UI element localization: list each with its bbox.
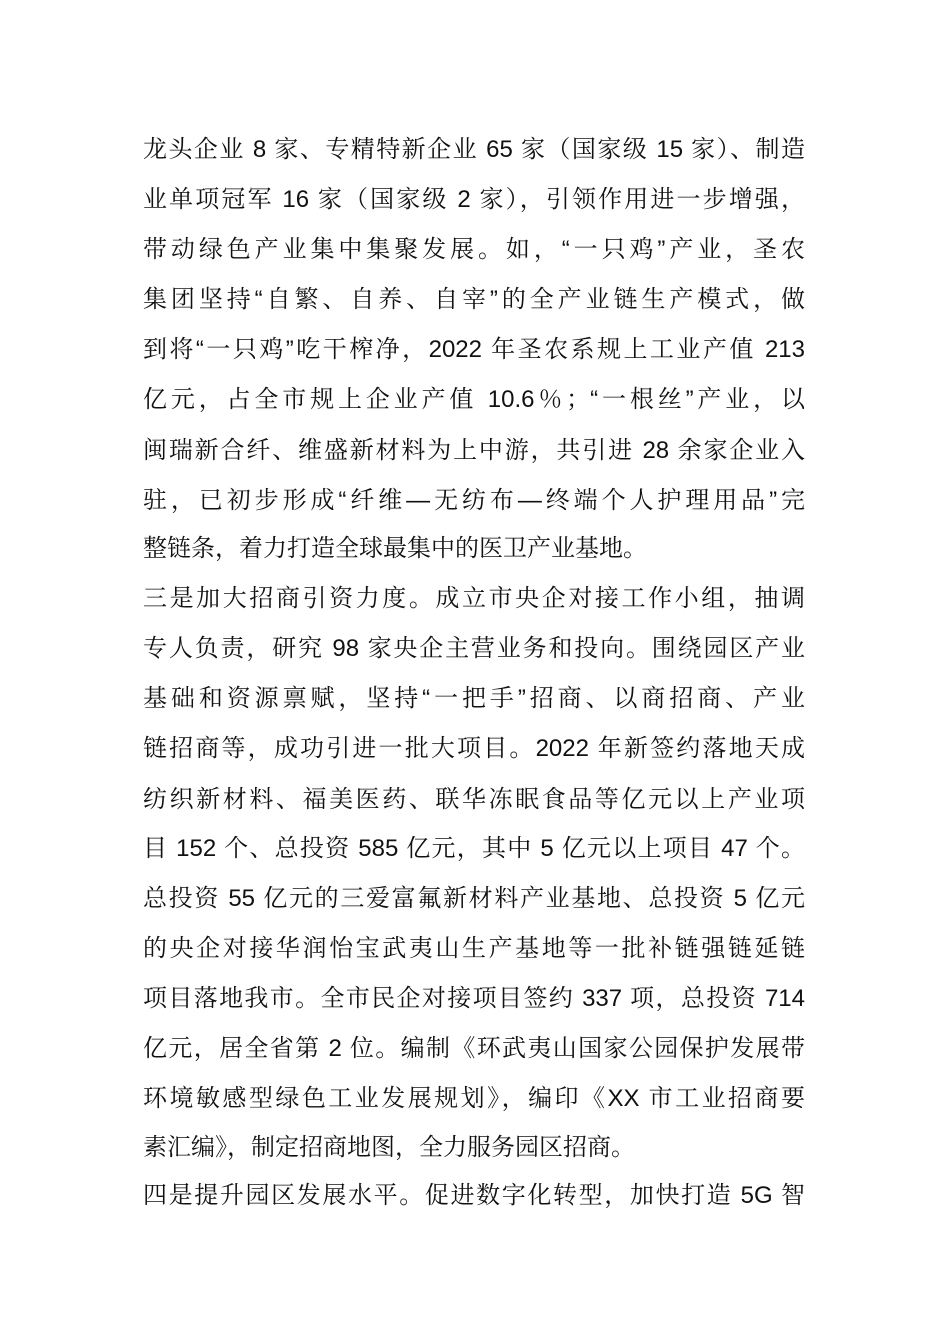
- text-line: 的央企对接华润怡宝武夷山生产基地等一批补链强链延链: [143, 935, 805, 962]
- text-line: 三是加大招商引资力度。成立市央企对接工作小组，抽调: [143, 585, 805, 612]
- text-line: 目 152 个、总投资 585 亿元，其中 5 亿元以上项目 47 个。: [143, 835, 805, 862]
- text-line: 项目落地我市。全市民企对接项目签约 337 项，总投资 714: [143, 985, 805, 1012]
- text-line: 专人负责，研究 98 家央企主营业务和投向。围绕园区产业: [143, 635, 805, 662]
- text-line: 驻，已初步形成“纤维—无纺布—终端个人护理用品”完: [143, 487, 805, 514]
- text-line: 基础和资源禀赋，坚持“一把手”招商、以商招商、产业: [143, 685, 805, 712]
- text-line: 总投资 55 亿元的三爱富氟新材料产业基地、总投资 5 亿元: [143, 885, 805, 912]
- text-line: 闽瑞新合纤、维盛新材料为上中游，共引进 28 余家企业入: [143, 437, 805, 464]
- text-line: 龙头企业 8 家、专精特新企业 65 家（国家级 15 家）、制造: [143, 136, 805, 163]
- text-line: 四是提升园区发展水平。促进数字化转型，加快打造 5G 智: [143, 1182, 805, 1209]
- text-line: 亿元，居全省第 2 位。编制《环武夷山国家公园保护发展带: [143, 1035, 805, 1062]
- text-line: 业单项冠军 16 家（国家级 2 家），引领作用进一步增强，: [143, 186, 805, 213]
- text-line: 纺织新材料、福美医药、联华冻眠食品等亿元以上产业项: [143, 786, 805, 813]
- text-line: 链招商等，成功引进一批大项目。2022 年新签约落地天成: [143, 735, 805, 762]
- text-line: 亿元，占全市规上企业产值 10.6％；“一根丝”产业，以: [143, 386, 805, 413]
- text-line: 到将“一只鸡”吃干榨净，2022 年圣农系规上工业产值 213: [143, 336, 805, 363]
- text-line: 集团坚持“自繁、自养、自宰”的全产业链生产模式，做: [143, 286, 805, 313]
- text-line: 带动绿色产业集中集聚发展。如，“一只鸡”产业，圣农: [143, 236, 805, 263]
- text-line: 整链条，着力打造全球最集中的医卫产业基地。: [143, 535, 647, 562]
- text-line: 素汇编》，制定招商地图，全力服务园区招商。: [143, 1134, 635, 1161]
- text-line: 环境敏感型绿色工业发展规划》，编印《XX 市工业招商要: [143, 1085, 805, 1112]
